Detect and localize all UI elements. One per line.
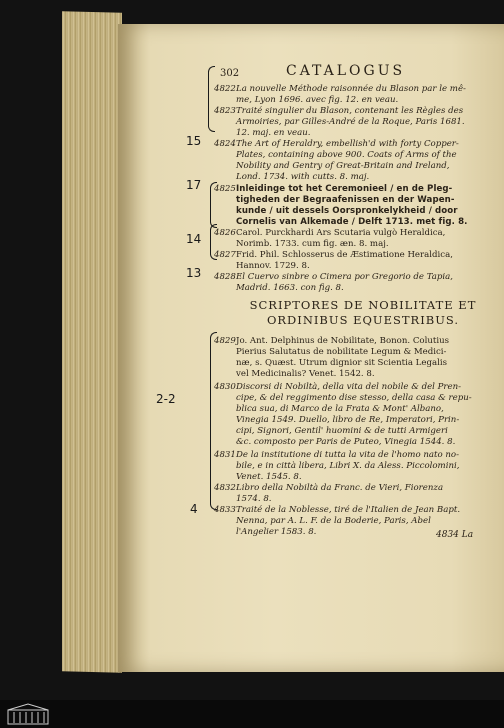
ink-bracket: [210, 332, 217, 510]
entry-4830: 4830 Discorsi di Nobiltà, della vita del nobile & del Pren- cipe, & del reggimento dise stesso, della casa & repu- blica sua, di Marco de la Frata & Mont' Albano, Vinegia 1549. Duello, libro de Re, Imperatori, Prin- cipi, Signori, Gentil' huomini & de tutti Armigeri &c. composto per Paris de Puteo, Vinegia 1544. 8.: [214, 382, 472, 447]
section-heading: SCRIPTORES DE NOBILITATE ET ORDINIBUS EQUESTRIBUS.: [249, 298, 477, 327]
running-head: CATALOGUS: [286, 63, 406, 79]
entry-4832: 4832 Libro della Nobiltà da Franc. de Vieri, Fiorenza 1574. 8.: [214, 483, 444, 504]
margin-note: 13: [186, 266, 202, 280]
page-edges: [62, 11, 122, 673]
entry-4822: 4822 La nouvelle Méthode raisonnée du Blason par le mê- me, Lyon 1696. avec fig. 12. en veau.: [214, 84, 466, 105]
margin-note: 4: [190, 502, 198, 516]
margin-note: 15: [186, 134, 202, 148]
catalogue-page: [138, 36, 504, 656]
entry-4826: 4826 Carol. Purckhardi Ars Scutaria vulgò Heraldica, Norimb. 1733. cum fig. æn. 8. maj.: [214, 228, 446, 249]
margin-note: 14: [186, 232, 202, 246]
entry-4824: 4824 The Art of Heraldry, embellish'd with forty Copper- Plates, containing above 900. Coats of Arms of the Nobility and Gentry of Great-Britain and Ireland, Lond. 1734. with cutts. 8. maj.: [214, 139, 459, 182]
ink-bracket: [208, 66, 215, 132]
entry-4833: 4833 Traité de la Noblesse, tiré de l'Italien de Jean Bapt. Nenna, par A. L. F. de la Boderie, Paris, Abel l'Angelier 1583. 8.: [214, 505, 461, 537]
entry-4827: 4827 Frid. Phil. Schlosserus de Æstimatione Heraldica, Hannov. 1729. 8.: [214, 250, 453, 271]
ink-bracket: [210, 224, 217, 260]
viewer-footer: [0, 700, 504, 728]
ink-bracket: [210, 182, 217, 228]
entry-4825: 4825 Inleidinge tot het Ceremonieel / en de Pleg- tigheden der Begraafenissen en der Wapen- kunde / uit dessels Oorspronkelykheid / door Cornelis van Alkemade / Delft 1713. met fig. 8.: [214, 184, 468, 227]
entry-4828: 4828 El Cuervo sinbre o Cimera por Gregorio de Tapia, Madrid. 1663. con fig. 8.: [214, 272, 453, 293]
margin-note: 17: [186, 178, 202, 192]
catchword: 4834 La: [436, 530, 474, 540]
entry-4831: 4831 De la institutione di tutta la vita de l'homo nato no- bile, e in città libera, Libri X. da Aless. Piccolomini, Venet. 1545. 8.: [214, 450, 460, 482]
margin-note: 2-2: [156, 392, 176, 406]
library-building-icon: [6, 702, 50, 726]
entry-4823: 4823 Traité singulier du Blason, contenant les Règles des Armoiries, par Gilles-André de la Roque, Paris 1681. 12. maj. en veau.: [214, 106, 465, 138]
entry-4829: 4829 Jo. Ant. Delphinus de Nobilitate, Bonon. Colutius Pierius Salutatus de nobilitate Legum & Medici- næ, s. Quæst. Utrum dignior sit Scientia Legalis vel Medicinalis? Venet. 1542. 8.: [214, 336, 450, 379]
page-header: [138, 63, 504, 82]
page-number: 302: [220, 68, 240, 79]
